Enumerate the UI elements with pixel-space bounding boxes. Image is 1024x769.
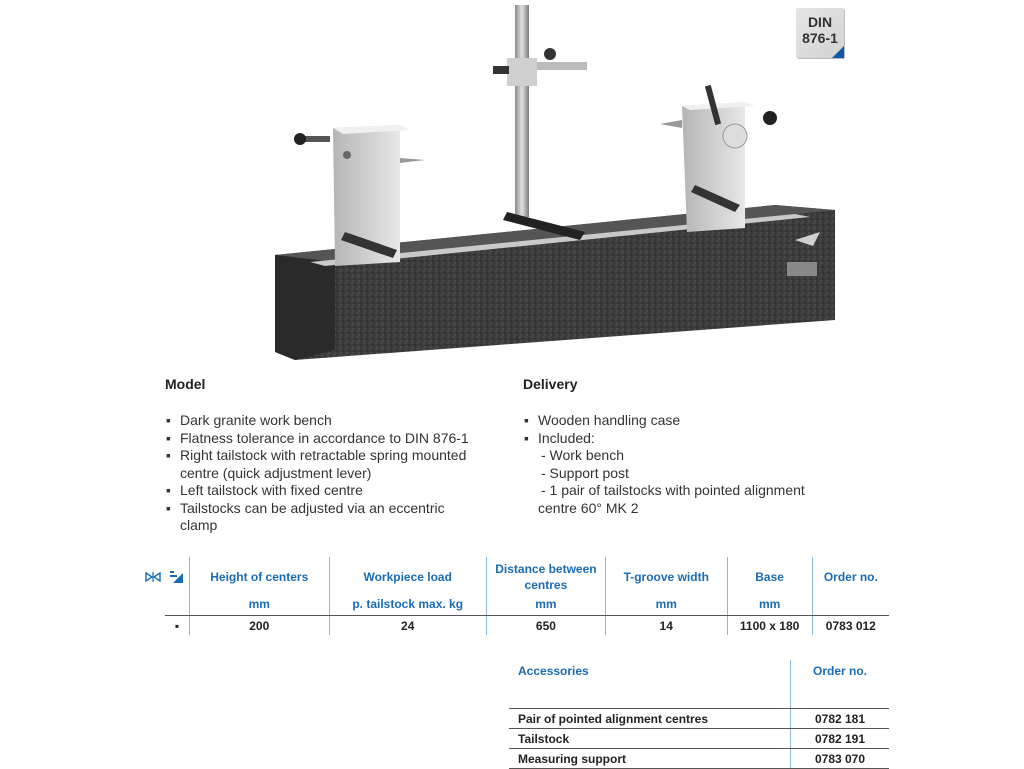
cell-height: 200: [190, 616, 330, 636]
table-row: [509, 749, 889, 769]
model-list: [165, 412, 505, 535]
accessory-name: Tailstock: [509, 729, 791, 749]
model-item: ▪ Left tailstock with fixed centre: [166, 482, 363, 498]
unit-base: mm: [727, 597, 812, 616]
model-item: ▪ Right tailstock with retractable spring mounted: [166, 447, 467, 463]
table-row: [141, 616, 889, 636]
model-item: ▪ Tailstocks can be adjusted via an eccentric: [166, 499, 445, 516]
header-load: Workpiece load: [329, 557, 486, 597]
granite-grade-icon: [165, 557, 190, 597]
model-title: Model: [165, 376, 206, 392]
header-base: Base: [727, 557, 812, 597]
accessories-table: [509, 660, 889, 769]
delivery-item: ▪ Wooden handling case: [524, 412, 681, 428]
cell-load: 24: [329, 616, 486, 636]
model-item-cont: centre (quick adjustment lever): [180, 464, 372, 481]
accessory-order: 0782 191: [791, 729, 890, 749]
model-item: ▪ Flatness tolerance in accordance to DIN 876-1: [166, 429, 469, 446]
delivery-item: ▪ Included:: [524, 429, 595, 446]
unit-height: mm: [190, 597, 330, 616]
accessories-order-header: Order no.: [791, 660, 890, 709]
delivery-subitem-cont: centre 60° MK 2: [538, 499, 639, 516]
delivery-subitem: - 1 pair of tailstocks with pointed alignment: [541, 482, 805, 498]
product-image: [135, 0, 890, 365]
cell-base: 1100 x 180: [727, 616, 812, 636]
delivery-subitem: - Support post: [541, 464, 629, 481]
cell-order: 0783 012: [825, 618, 876, 633]
accessory-order: 0782 181: [791, 709, 890, 729]
table-row: [509, 729, 889, 749]
unit-distance: mm: [486, 597, 605, 616]
accessories-header: Accessories: [509, 660, 791, 709]
unit-load: p. tailstock max. kg: [329, 597, 486, 616]
header-distance: Distance between centres: [486, 557, 605, 597]
cell-tgroove: 14: [605, 616, 727, 636]
unit-tgroove: mm: [605, 597, 727, 616]
header-order: Order no.: [823, 570, 878, 584]
din-badge-line2: 876-1: [802, 30, 838, 46]
row-mark: ▪: [165, 616, 190, 636]
accessory-name: Measuring support: [509, 749, 791, 769]
header-tgroove: T-groove width: [605, 557, 727, 597]
header-height: Height of centers: [190, 557, 330, 597]
table-row: [509, 709, 889, 729]
delivery-subitem: - Work bench: [541, 447, 624, 463]
din-badge-line1: DIN: [807, 14, 833, 30]
accessory-name: Pair of pointed alignment centres: [509, 709, 791, 729]
delivery-title: Delivery: [523, 376, 578, 392]
model-item-cont: clamp: [180, 517, 218, 533]
model-item: ▪ Dark granite work bench: [166, 412, 332, 428]
badge-corner-triangle: [832, 46, 844, 58]
accessory-order: 0783 070: [791, 749, 890, 769]
cell-distance: 650: [486, 616, 605, 636]
spec-table: [141, 557, 889, 635]
din-badge: [796, 8, 844, 58]
dimensions-icon: [141, 557, 165, 597]
unit-order: [812, 597, 889, 616]
delivery-list: [523, 412, 863, 517]
